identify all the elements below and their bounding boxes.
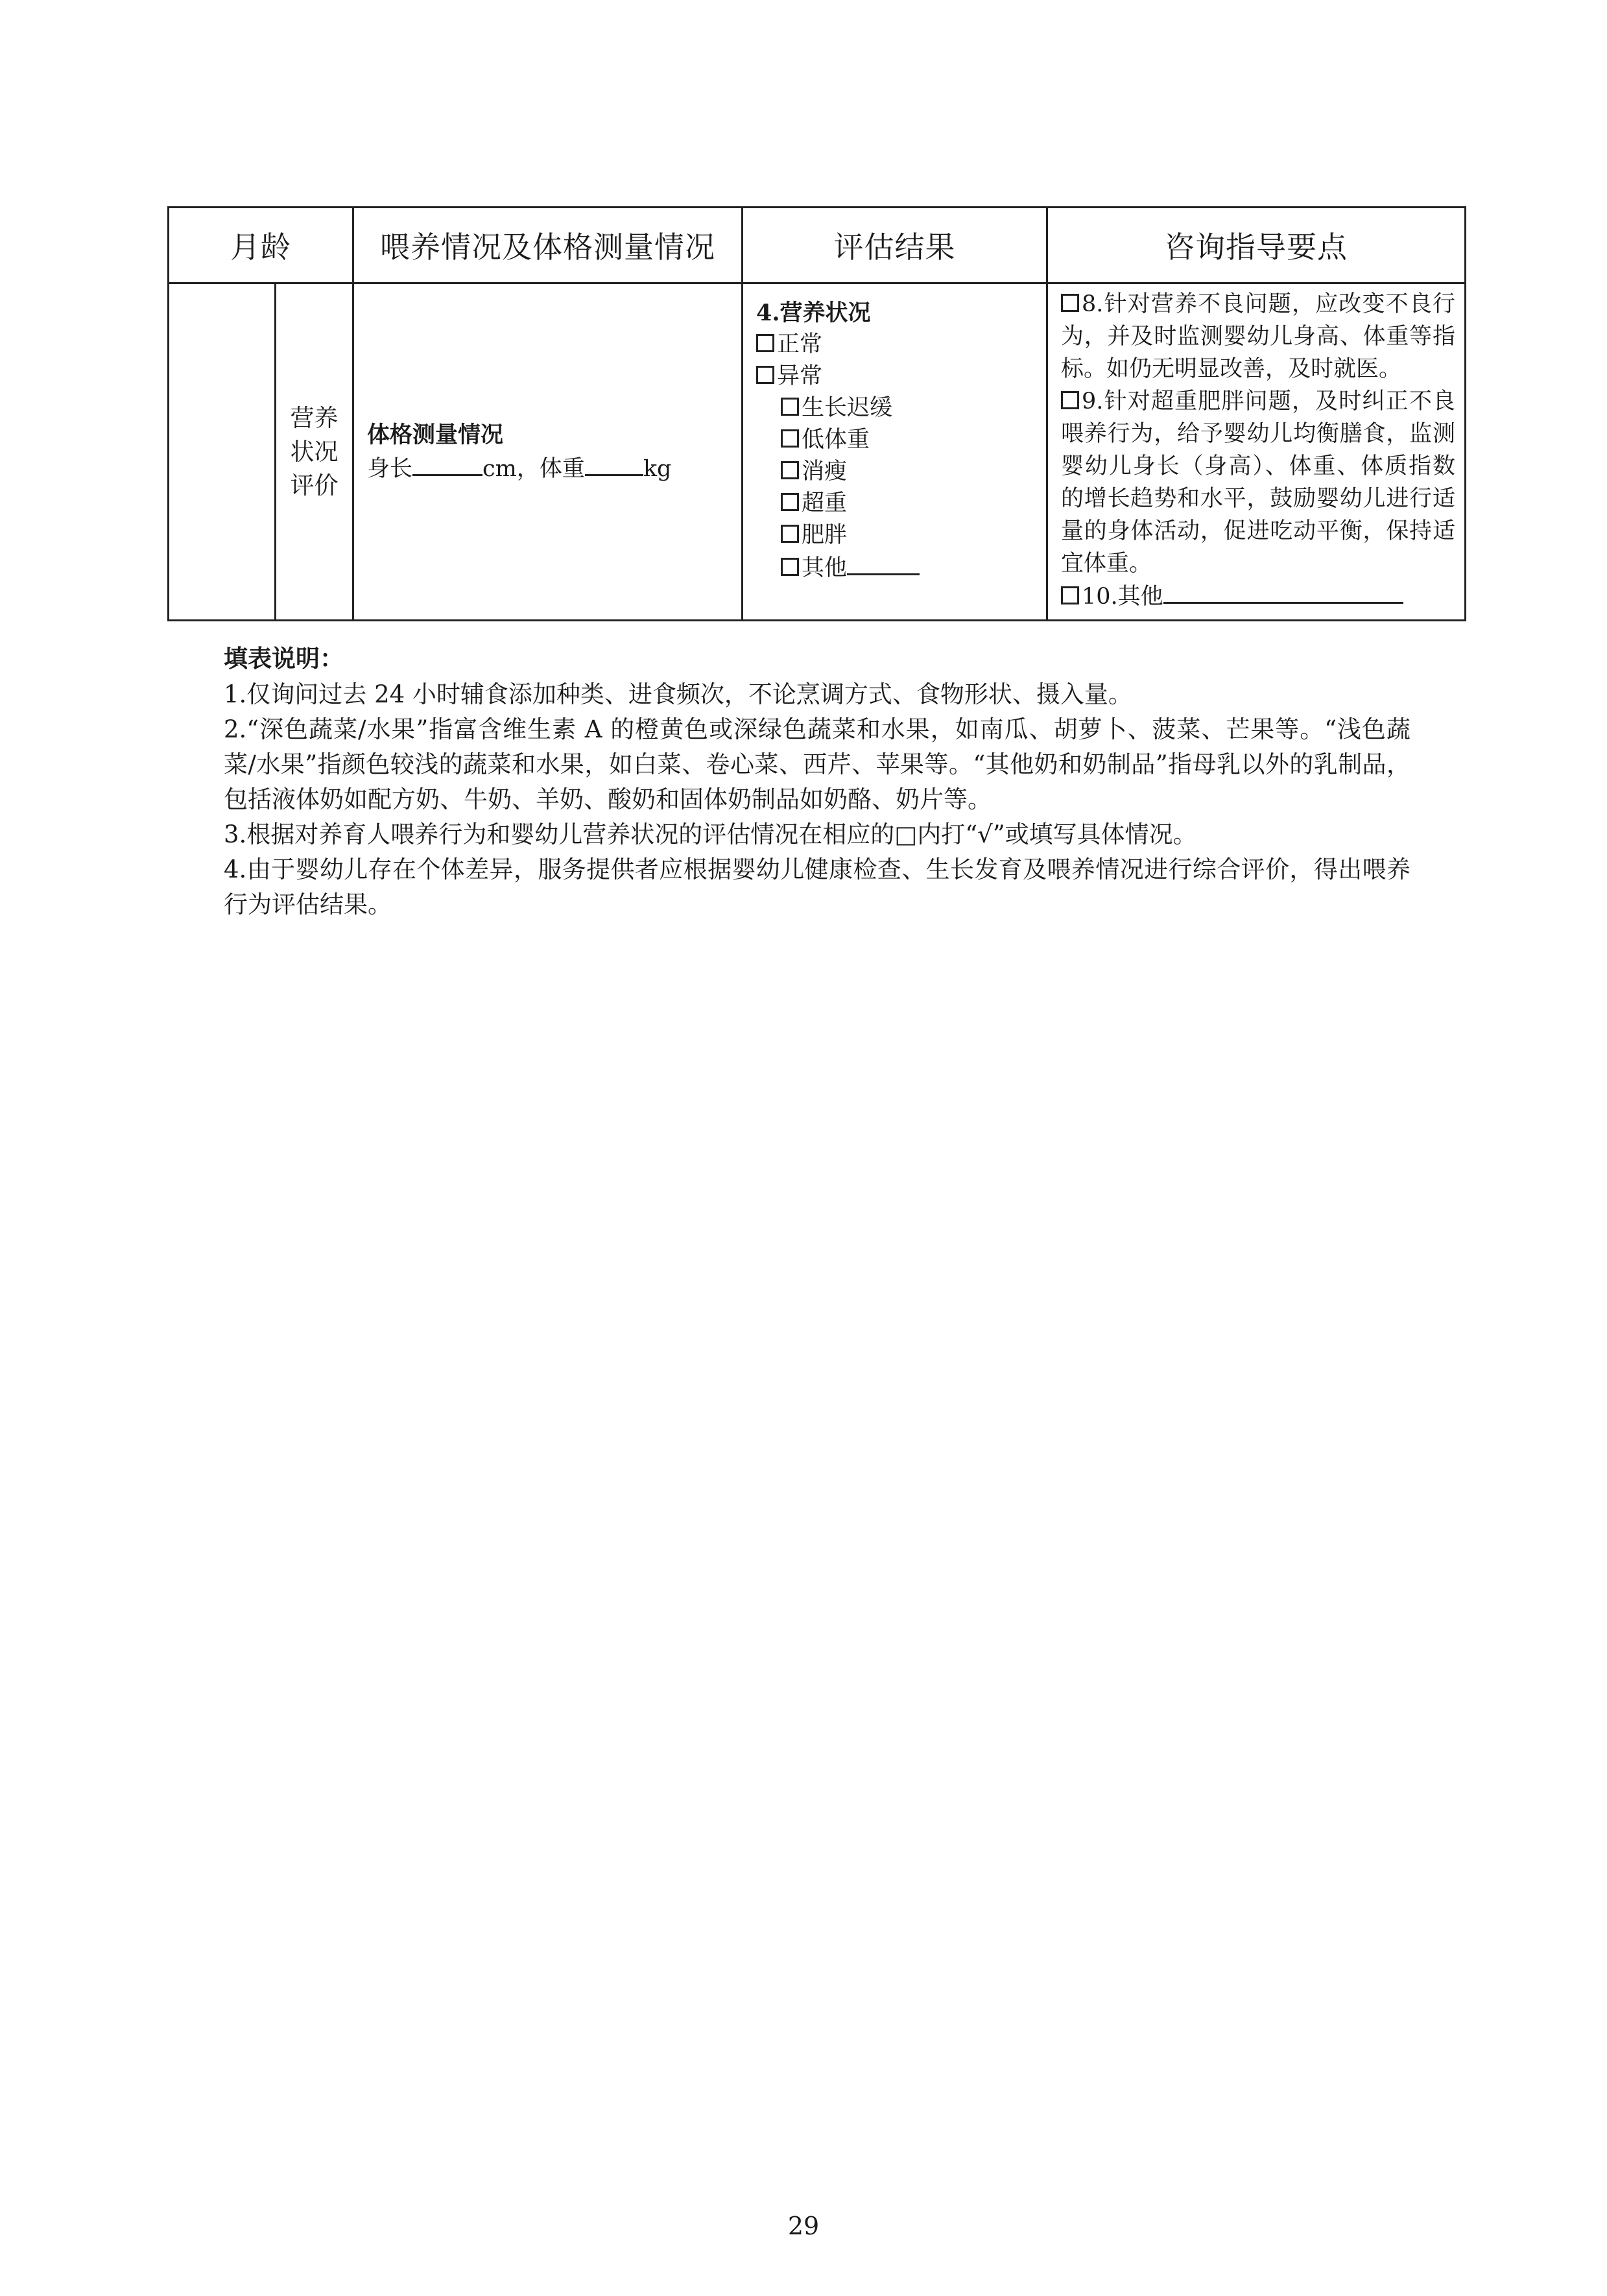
category-line: 状况 [290,437,339,466]
option-label: 超重 [802,490,848,516]
length-label: 身长 [367,455,413,482]
page-number: 29 [787,2212,820,2240]
length-unit: cm， [482,455,540,482]
measurement-heading: 体格测量情况 [367,421,504,448]
evaluation-heading: 4.营养状况 [756,300,871,326]
guidance-item-10[interactable] [1061,580,1455,613]
category-line: 营养 [290,403,339,432]
header-evaluation-result: 评估结果 [743,208,1047,283]
option-label: 低体重 [802,427,870,453]
checkbox-icon[interactable] [756,366,774,384]
option-normal[interactable] [756,329,1046,361]
option-label: 其他 [802,555,848,581]
instruction-item: 1.仅询问过去 24 小时辅食添加种类、进食频次，不论烹调方式、食物形状、摄入量。 [224,680,1132,708]
instruction-item: 3.根据对养育人喂养行为和婴幼儿营养状况的评估情况在相应的□内打“√”或填写具体情况。 [224,820,1197,848]
checkbox-icon[interactable] [781,429,799,448]
option-stunting[interactable] [756,392,1046,424]
option-wasting[interactable] [756,456,1046,488]
guidance-item-9[interactable] [1061,385,1455,580]
guidance-item-8[interactable] [1061,288,1455,385]
checkbox-icon[interactable] [781,525,799,543]
table-header-row [169,208,1466,283]
checkbox-icon[interactable] [781,461,799,479]
guidance-text: 8.针对营养不良问题，应改变不良行为，并及时监测婴幼儿身高、体重等指标。如仍无明显改善，及时就医。 [1061,291,1455,382]
weight-unit: kg [643,455,672,482]
feeding-assessment-table [167,206,1466,621]
instruction-item: 2.“深色蔬菜/水果”指富含维生素 A 的橙黄色或深绿色蔬菜和水果，如南瓜、胡萝卜、菠菜、芒果等。“浅色蔬菜/水果”指颜色较浅的蔬菜和水果，如白菜、卷心菜、西芹、苹果等。“其他奶和奶制品”指母乳以外的乳制品，包括液体奶如配方奶、牛奶、羊奶、酸奶和固体奶制品如奶酪、奶片等。 [224,715,1411,813]
header-feeding-measurement: 喂养情况及体格测量情况 [353,208,743,283]
option-underweight[interactable] [756,424,1046,456]
option-other[interactable] [756,551,1046,584]
length-input-blank[interactable] [412,452,482,476]
weight-input-blank[interactable] [585,452,643,476]
category-cell [276,283,353,621]
other-input-blank[interactable] [847,551,920,575]
other-guidance-blank[interactable] [1163,580,1403,604]
option-label: 消瘦 [802,459,848,484]
measurement-line [367,452,741,486]
guidance-text: 9.针对超重肥胖问题，及时纠正不良喂养行为，给予婴幼儿均衡膳食，监测婴幼儿身长（身高）、体重、体质指数的增长趋势和水平，鼓励婴幼儿进行适量的身体活动，促进吃动平衡，保持适宜体重。 [1061,389,1455,577]
checkbox-icon[interactable] [1061,391,1079,409]
option-abnormal[interactable] [756,361,1046,392]
age-cell [169,283,276,621]
instruction-item: 4.由于婴幼儿存在个体差异，服务提供者应根据婴幼儿健康检查、生长发育及喂养情况进行综合评价，得出喂养行为评估结果。 [224,855,1411,918]
table-row [169,283,1466,621]
instructions-title: 填表说明： [224,644,344,673]
option-label: 肥胖 [802,522,848,548]
header-guidance-points: 咨询指导要点 [1047,208,1466,283]
option-label: 生长迟缓 [802,395,893,421]
checkbox-icon[interactable] [781,493,799,511]
option-overweight[interactable] [756,488,1046,520]
weight-label: 体重 [539,455,585,482]
evaluation-cell [743,283,1047,621]
category-line: 评价 [290,471,339,499]
filling-instructions [224,641,1411,922]
checkbox-icon[interactable] [1061,294,1079,312]
checkbox-icon[interactable] [781,558,799,576]
guidance-text: 10.其他 [1082,584,1163,610]
checkbox-icon[interactable] [1061,586,1079,604]
header-age: 月龄 [169,208,353,283]
checkbox-icon[interactable] [781,398,799,416]
option-label: 异常 [777,363,823,389]
measurement-cell [353,283,743,621]
option-obese[interactable] [756,520,1046,551]
option-label: 正常 [777,331,823,357]
guidance-cell [1047,283,1466,621]
checkbox-icon[interactable] [756,334,774,352]
